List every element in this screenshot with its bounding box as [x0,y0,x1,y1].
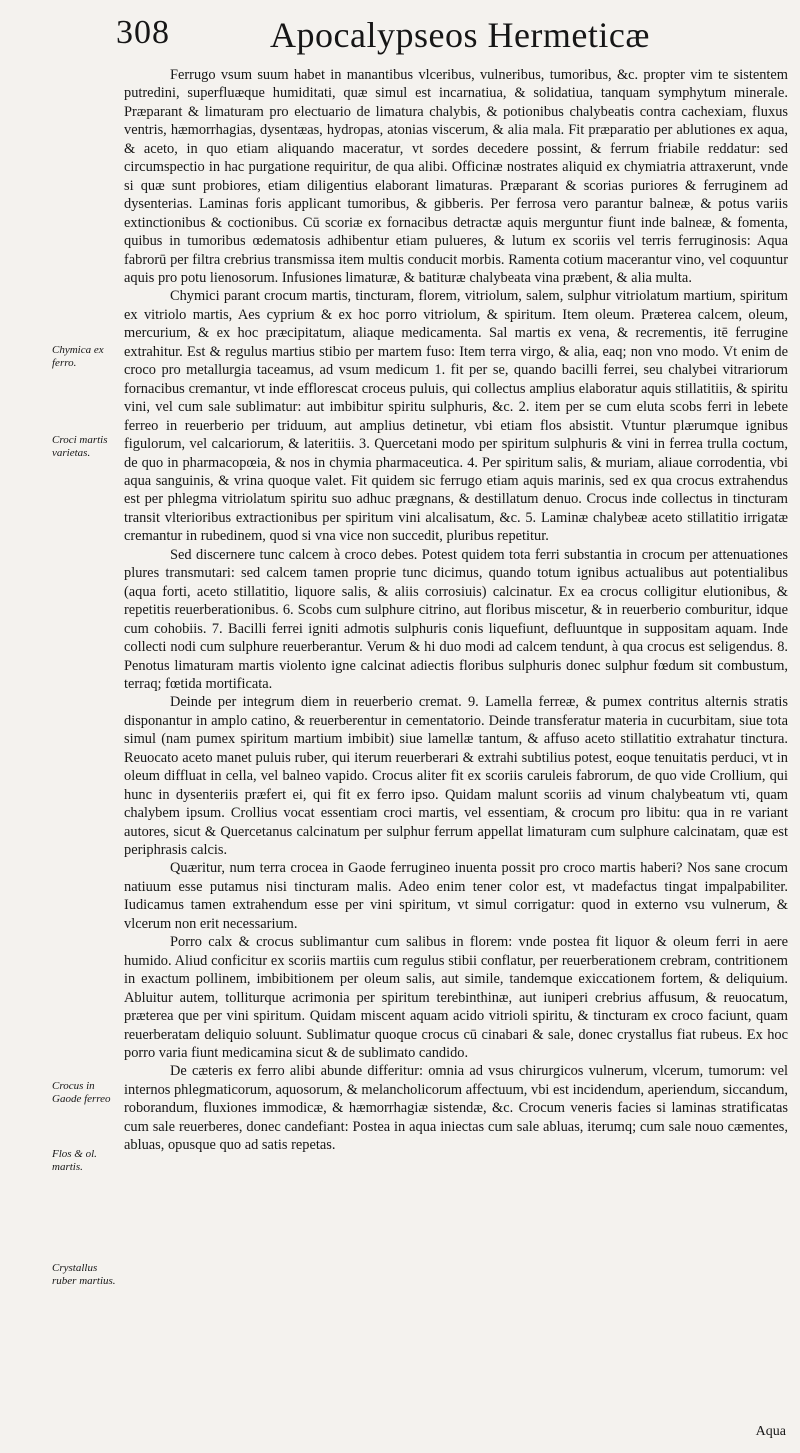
margin-note: Croci martis varietas. [52,434,108,459]
main-text [124,66,788,1155]
paragraph: Sed discernere tunc calcem à croco debes. Potest quidem tota ferri substantia in crocum per attenuationes plures transmutari: sed calcem tamen proprie tunc dicimus, quando totum ignibus actualibus aut potentialibus (aqua forti, aceto stillatitio, liquore salis, & aliis corrosiuis) calcinatur. Ex ea crocus colligitur elutionibus, & repetitis reuerberationibus. 6. Scobs cum sulphure citrino, aut floribus miscetur, & in reuerberio comburitur, idque cum cohobiis. 7. Bacilli ferrei igniti admotis sulphuris conis liquefiunt, defluuntque in suppositam aquam. Inde collecti nodi cum sulphure reuerberantur. Verum & hi duo modi ad calcem tendunt, à qua crocus est seligendus. 8. Penotus limaturam martis violento igne calcinat adiectis floribus sulphuris donec sulphur fœdum sit combustum, terraq; fœtida mortificata. [124,546,788,692]
margin-note: Crocus in Gaode ferreo [52,1080,111,1105]
paragraph: Ferrugo vsum suum habet in manantibus vlceribus, vulneribus, tumoribus, &c. propter vim te sistentem putredini, superfluæque humiditati, quæ simul est incarnatiua, & solidatiua, tanquam symphytum minerale. Præparant & limaturam pro electuario de limatura chalybis, & potionibus chalybeatis contra cachexiam, fluxus ventris, hæmorrhagias, dysentæas, hydropas, atonias viscerum, & alia mala. Fit præparatio per ablutiones ex aqua, & aceto, in quo etiam aliquando maceratur, vt sordes decedere possint, & ferrum friabile reddatur: sed circumspectio in hac purgatione requiritur, de qua alibi. Officinæ nostrates aliquid ex chymiatria attraxerunt, vnde si quæ sunt probiores, etiam diligentius elaborant limaturas. Præparant & scorias puriores & ferruginem ad dysenterias. Laminas foris applicant tumoribus, & gibberis. Per ferrosa vero parantur balneæ, & potus variis extinctionibus & coctionibus. Cū scoriæ ex fornacibus detractæ aquis merguntur fiunt inde balneæ, & fomenta, quibus in tumoribus œdematosis adhibentur etiam pulueres, & lutum ex scoriis vel terris ferruginosis: Aqua fabrorū per filtra crebrius transmissa item multis conducit morbis. Ramenta cotium macerantur vino, vel coquuntur aquis pro potu lienosorum. Infusiones limaturæ, & batituræ chalybeata vina præbent, & alia multa. [124,67,788,286]
margin-note: Chymica ex ferro. [52,344,104,369]
paragraph: Deinde per integrum diem in reuerberio cremat. 9. Lamella ferreæ, & pumex contritus alternis stratis disponantur in amplo catino, & reuerberentur in cementatorio. Deinde transferatur materia in cucurbitam, siue tota simul (nam pumex spiritum martium imbibit) siue lamellæ tantum, & affuso aceto stillatitio extrahatur tinctura. Reuocato aceto manet puluis ruber, qui iterum reuerberari & extrahi subtilius potest, eoque tenuitatis perduci, vt in oleum diffluat in cella, vel balneo vapido. Crocus aliter fit ex scoriis caruleis fabrorum, de quo vide Crollium, qui hunc in dysenteriis præfert ei, qui fit ex ferro ipso. Quidam malunt scoriis ad vinum chalybeatum vti, quam chalybem ipsum. Crollius vocat essentiam croci martis, vel essentiam, & crocum pro libitu: qua in re variant autores, sicut & Quercetanus calcinatum per sulphur ferrum appellat limaturam cum sulphure calcinatam, quæ est periphrasis calcis. [124,694,788,859]
margin-note: Flos & ol. martis. [52,1148,97,1173]
paragraph: Chymici parant crocum martis, tincturam, florem, vitriolum, salem, sulphur vitriolatum martium, spiritum ex vitriolo martis, Aes cyprium & ex hoc porro vitriolum, & spiritum. Item oleum. Præterea calcem, oleum, mercurium, & ex hoc præcipitatum, aliaque medicamenta. Sal martis ex vena, & recrementis, itē ferrugine extrahitur. Est & regulus martius stibio per martem fuso: Item terra virgo, & alia, eaq; non vno modo. Vt enim de croco pro metallurgia taceamus, ad vsum medicum 1. fit per se, quando bacilli ferrei, seu chalybei vitrariorum fornacibus cremantur, vt inde efflorescat croceus puluis, qui collectus amplius elaboratur aquis stillatitiis, & spiritu vini, vel cum sale sublimatur: aut imbibitur spiritu sulphuris, &c. 2. item per se cum eluta scobs ferri in lebete ferreo in reuerberio per triduum, aut amplius detinetur, vbi etiam flos absistit. Vtuntur plærumque ignibus figulorum, vel calcariorum, & lateritiis. 3. Quercetani modo per spiritum sulphuris & vini in ferrea trulla coctum, de quo in pharmacopœia, & nos in chymia pharmaceutica. 4. Per spiritum salis, & muriam, aliaue corrodentia, vbi aqua sanguinis, & vrina quoque valet. Fit quidem sic ferrugo etiam aquis marinis, sed ex qua crocus extrahendus est per phlegma vitriolatum spiritu suo adhuc prægnans, & destillatum denuo. Crocus inde collectus in tincturam transit vlterioribus extractionibus per spiritum vini alcalisatum, &c. 5. Laminæ chalybeæ aceto stillatitio irrigatæ cremantur in rubedinem, quod si vna vice non succedit, pluribus repetitur. [124,288,788,545]
running-title: Apocalypseos Hermeticæ [270,15,650,55]
paragraph: Quæritur, num terra crocea in Gaode ferrugineo inuenta possit pro croco martis haberi? Nos sane crocum natiuum esse putamus nisi tincturam malis. Adeo enim tener color est, vt madefactus tingat impalpabiliter. Iudicamus tamen extrahendum esse per vini spiritum, vt simul corrigatur: quod in externo vsu vulnerum, & vlcerum non erit necessarium. [124,860,788,932]
catchword: Aqua [755,1424,786,1439]
margin-note: Crystallus ruber martius. [52,1262,116,1287]
page-number: 308 [116,14,170,51]
paragraph: Porro calx & crocus sublimantur cum salibus in florem: vnde postea fit liquor & oleum ferri in aere humido. Aliud conficitur ex scoriis martiis cum regulus stibii conflatur, per reuerberationem crebram, contritionem in exactum pollinem, imbibitionem per oleum salis, aut simile, tandemque exiccationem fortem, & deliquium. Abluitur autem, tolliturque acrimonia per spiritum terebinthinæ, aut iuniperi crebrius affusum, & reuocatum, præterea que per vini spiritum. Quidam miscent aquam acido vitrioli spiritu, & tincturam ex croco faciunt, quam reuerberatam deliquio soluunt. Sublimatur quoque crocus cū cinabari & sale, donec crystallus fiat rubeus. Ex hoc porro varia fiunt medicamina sicut & de sublimato candido. [124,934,788,1062]
paragraph: De cæteris ex ferro alibi abunde differitur: omnia ad vsus chirurgicos vulnerum, vlcerum, tumorum: vel internos phlegmaticorum, aquosorum, & melancholicorum affectuum, vbi est incidendum, aperiendum, siccandum, roborandum, fluxiones immodicæ, & hæmorrhagiæ sistendæ, &c. Crocum veneris facies si laminas stratificatas cum sale reuerberes, donec candefiant: Postea in aqua iniectas cum sale abluas, iterumq; cum sale nouo cæmentes, abluas, opusque quo ad satis repetas. [124,1063,788,1154]
